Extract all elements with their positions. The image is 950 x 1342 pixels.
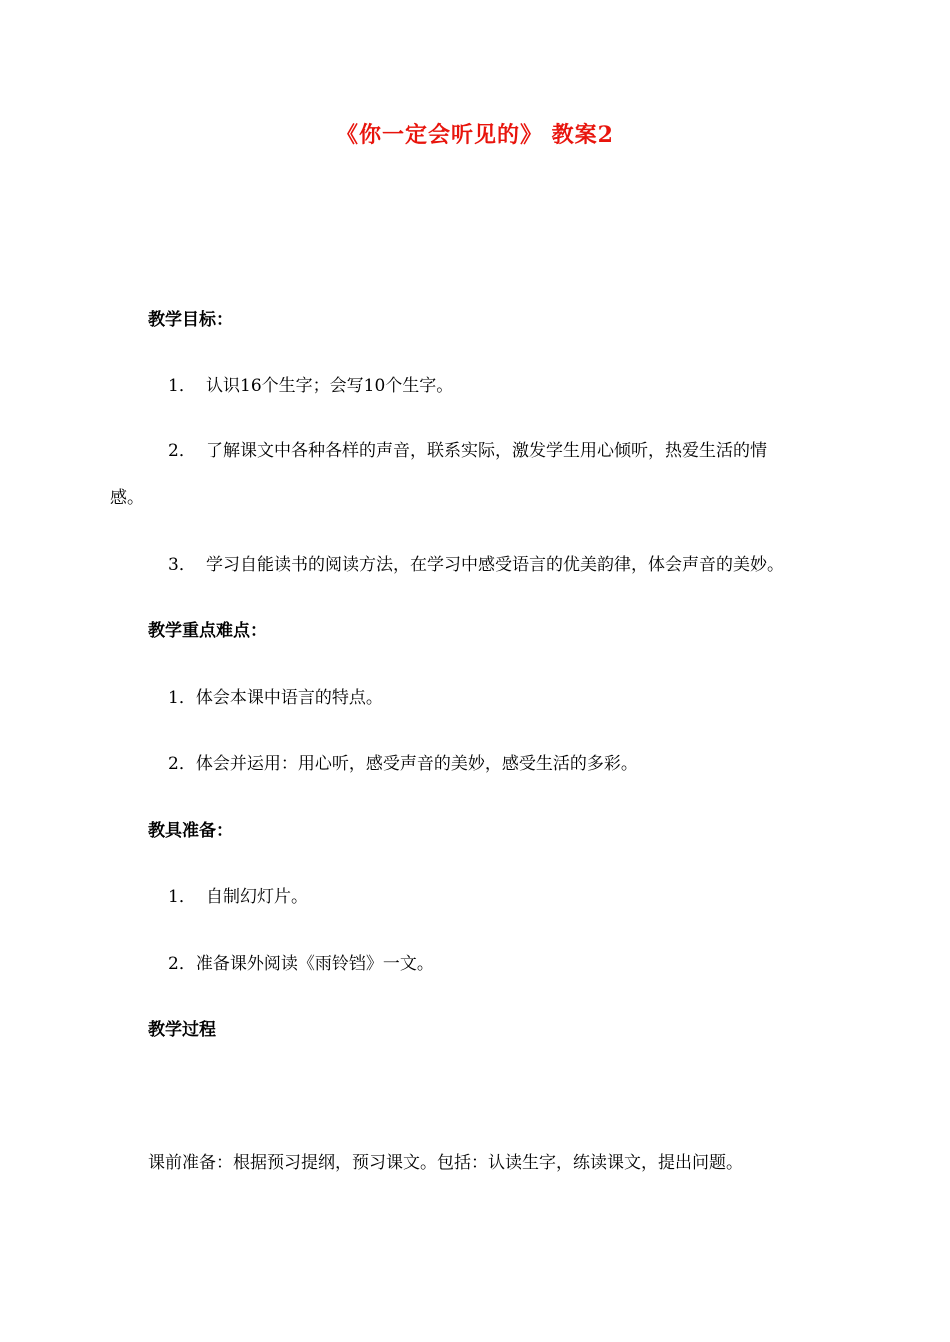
process-prep: 课前准备：根据预习提纲，预习课文。包括：认读生字，练读课文，提出问题。 xyxy=(148,1153,743,1173)
item-number: 1． xyxy=(168,887,196,907)
objective-item-3 xyxy=(168,554,784,576)
objectives-heading: 教学目标： xyxy=(148,310,233,330)
item-text: 了解课文中各种各样的声音，联系实际，激发学生用心倾听，热爱生活的情 xyxy=(206,441,767,461)
item-number: 3． xyxy=(168,555,196,575)
item-number: 2． xyxy=(168,441,196,461)
item-text: 认识16个生字；会写10个生字。 xyxy=(206,376,454,396)
item-text: 自制幻灯片。 xyxy=(206,887,308,907)
objective-item-1 xyxy=(168,375,453,397)
item-text: 学习自能读书的阅读方法，在学习中感受语言的优美韵律，体会声音的美妙。 xyxy=(206,555,784,575)
process-heading: 教学过程 xyxy=(148,1020,216,1040)
objective-item-2-continuation: 感。 xyxy=(110,488,144,508)
objective-item-2 xyxy=(168,440,767,462)
materials-heading: 教具准备： xyxy=(148,821,233,841)
key-point-item-2: 2．体会并运用：用心听，感受声音的美妙，感受生活的多彩。 xyxy=(168,754,638,774)
material-item-2: 2．准备课外阅读《雨铃铛》一文。 xyxy=(168,954,434,974)
key-points-heading: 教学重点难点： xyxy=(148,621,267,641)
item-number: 1． xyxy=(168,376,196,396)
material-item-1 xyxy=(168,886,308,908)
key-point-item-1: 1．体会本课中语言的特点。 xyxy=(168,688,383,708)
document-title: 《你一定会听见的》 教案2 xyxy=(336,122,614,148)
